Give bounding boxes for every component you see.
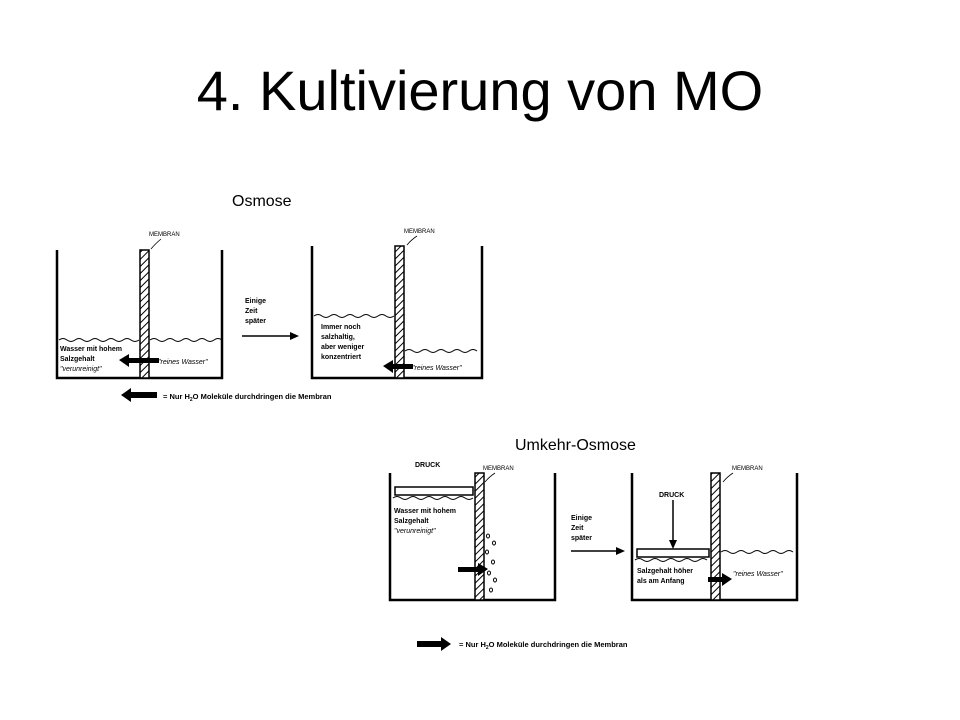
left-text-line2: Salzgehalt [60,356,95,363]
legend-text: = Nur $H_2O$ Moleküle durchdringen die Membran [163,392,332,403]
membran-label: MEMBRAN [404,229,435,235]
membran-label: MEMBRAN [483,466,514,472]
umkehr-osmose-diagram [375,428,817,666]
right-text-line3: aber weniger [321,344,365,351]
right-text-line2: salzhaltig, [321,334,355,341]
pure-water-label-right: "reines Wasser" [412,365,462,372]
right-text-line4: konzentriert [321,354,362,361]
right-text-line1: Salzgehalt höher [637,568,694,575]
right-membrane [395,246,404,378]
druck-label-right: DRUCK [659,492,685,499]
right-text-line1: Immer noch [321,324,361,331]
pressure-arrow-head [669,540,677,549]
umkehr-title: Umkehr-Osmose [515,437,636,454]
left-water-line-salt [59,339,139,342]
left-text-line3: "verunreinigt" [60,366,102,373]
legend-text: = Nur $H_2O$ Moleküle durchdringen die Membran [459,640,628,651]
transition-line1: Einige [571,515,593,522]
pure-water-label-left: "reines Wasser" [158,359,208,366]
water-droplets [486,534,497,592]
membran-pointer [723,473,733,482]
transition-line2: Zeit [571,525,584,532]
left-text-line3: "verunreinigt" [394,528,436,535]
right-water-line-salt [314,315,394,318]
left-membrane [475,473,484,600]
osmose-diagram [37,178,505,413]
transition-arrow-head [616,547,625,555]
pure-water-label-right: "reines Wasser" [733,571,783,578]
membran-label: MEMBRAN [149,232,180,238]
transition-line3: später [245,318,267,325]
membran-label: MEMBRAN [732,466,763,472]
left-water-line [393,497,473,500]
membran-pointer [151,239,161,249]
piston-right [637,549,709,557]
transition-line1: Einige [245,298,267,305]
osmosis-arrow-left [119,354,159,367]
membran-pointer [485,473,495,482]
transition-arrow-head [290,332,299,340]
legend-arrow [417,637,451,651]
left-water-line-pure [150,339,222,342]
piston-left [395,487,473,495]
right-water-line-pure [405,350,477,353]
left-text-line1: Wasser mit hohem [394,508,456,515]
druck-label-left: DRUCK [415,462,441,469]
left-text-line1: Wasser mit hohem [60,346,122,353]
membran-pointer [407,236,417,245]
right-water-line-pure [721,551,793,554]
slide-title: 4. Kultivierung von MO [196,59,764,122]
right-text-line2: als am Anfang [637,578,685,585]
osmose-title: Osmose [232,193,292,210]
right-water-line-salt [635,559,707,562]
legend-arrow [121,388,157,402]
transition-line2: Zeit [245,308,258,315]
left-text-line2: Salzgehalt [394,518,429,525]
transition-line3: später [571,535,593,542]
